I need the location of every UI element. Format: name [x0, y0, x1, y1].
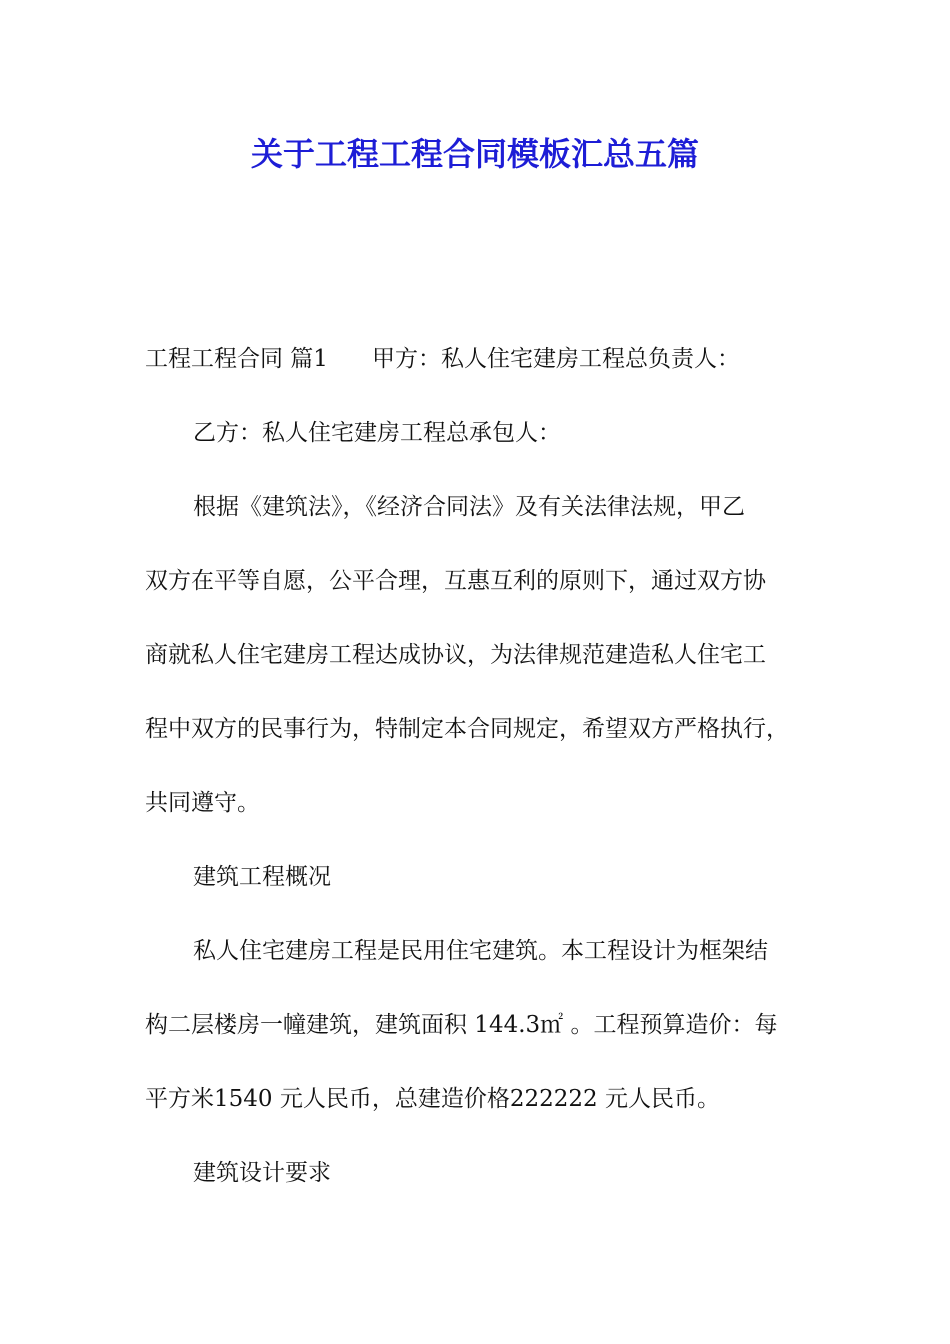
section-heading: 建筑设计要求: [193, 1160, 331, 1186]
party-b-line: 乙方：私人住宅建房工程总承包人：: [193, 420, 561, 446]
section-heading: 建筑工程概况: [193, 864, 331, 890]
paragraph-line: 双方在平等自愿，公平合理，互惠互利的原则下，通过双方协: [145, 568, 766, 594]
document-body: [145, 322, 835, 1210]
document-title: 关于工程工程合同模板汇总五篇: [250, 135, 699, 173]
paragraph-line: 根据《建筑法》，《经济合同法》及有关法律法规，甲乙: [193, 494, 745, 520]
paragraph-line: [145, 322, 835, 396]
contract-heading: 工程工程合同 篇1: [145, 346, 328, 372]
paragraph-line: 共同遵守。: [145, 790, 260, 816]
paragraph-line: 平方米1540 元人民币，总建造价格222222 元人民币。: [145, 1086, 720, 1112]
paragraph-line: 商就私人住宅建房工程达成协议，为法律规范建造私人住宅工: [145, 642, 766, 668]
paragraph-line: 私人住宅建房工程是民用住宅建筑。本工程设计为框架结: [193, 938, 768, 964]
party-a-line: 甲方：私人住宅建房工程总负责人：: [371, 346, 740, 372]
paragraph-line: 构二层楼房一幢建筑，建筑面积 144.3㎡ 。工程预算造价：每: [145, 1012, 778, 1038]
paragraph-line: 程中双方的民事行为，特制定本合同规定，希望双方严格执行，: [145, 716, 789, 742]
